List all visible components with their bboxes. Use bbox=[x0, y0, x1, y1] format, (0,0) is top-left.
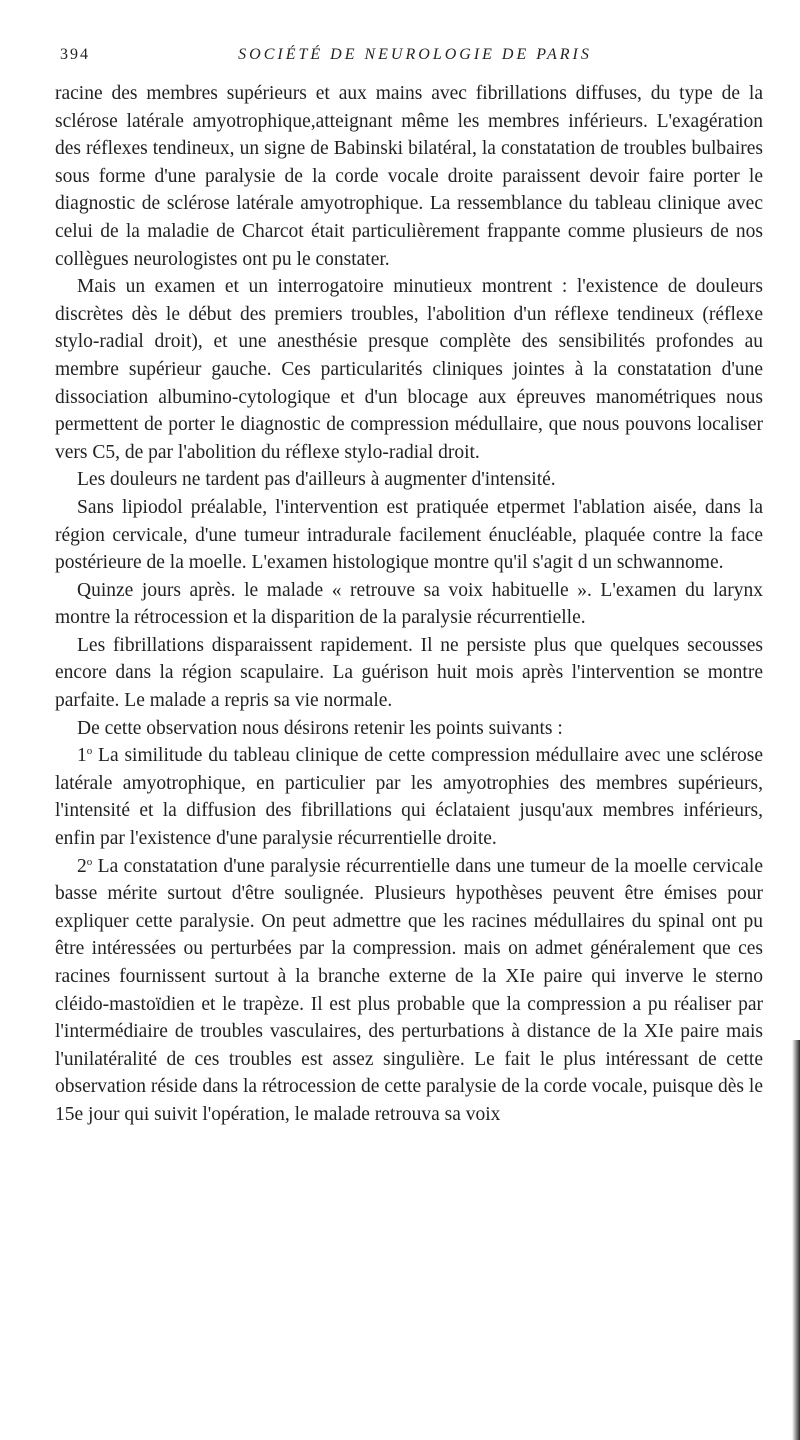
point-number: 2 bbox=[77, 855, 87, 877]
paragraph: Sans lipiodol préalable, l'intervention est pratiquée etpermet l'ablation aisée, dans la région cervicale, d'une tumeur intradurale facilement énucléable, plaquée contre la face postérieure de la moelle. L'examen histologique montre qu'il s'agit d un schwannome. bbox=[55, 496, 763, 574]
paragraph: De cette observation nous désirons retenir les points suivants : bbox=[77, 717, 563, 739]
scan-edge-shadow bbox=[792, 1040, 800, 1440]
body-text bbox=[55, 80, 763, 1129]
ordinal-mark: o bbox=[86, 855, 93, 868]
paragraph: Les douleurs ne tardent pas d'ailleurs à augmenter d'intensité. bbox=[77, 469, 556, 491]
ordinal-mark: o bbox=[86, 745, 93, 758]
numbered-paragraph bbox=[55, 742, 763, 852]
paragraph: Les fibrillations disparaissent rapidement. Il ne persiste plus que quelques secousses encore dans la région scapulaire. La guérison huit mois après l'intervention se montre parfaite. Le malade a repris sa vie normale. bbox=[55, 634, 763, 712]
point-text: La similitude du tableau clinique de cette compression médullaire avec une sclérose latérale amyotrophique, en particulier par les amyotrophies des membres supérieurs, l'intensité et la diffusion des fibrillations qui éclataient jusqu'aux membres inférieurs, enfin par l'existence d'une paralysie récurrentielle droite. bbox=[55, 745, 763, 850]
paragraph: Mais un examen et un interrogatoire minutieux montrent : l'existence de douleurs discrètes dès le début des premiers troubles, l'abolition d'un réflexe tendineux (réflexe stylo-radial droit), et une anesthésie presque complète des sensibilités profondes au membre supérieur gauche. Ces particularités cliniques jointes à la constatation d'une dissociation albumino-cytologique et d'un blocage aux épreuves manométriques nous permettent de porter le diagnostic de compression médullaire, que nous pouvons localiser vers C5, de par l'abolition du réflexe stylo-radial droit. bbox=[55, 276, 763, 463]
point-number: 1 bbox=[77, 745, 87, 767]
paragraph: Quinze jours après. le malade « retrouve sa voix habituelle ». L'examen du larynx montre la rétrocession et la disparition de la paralysie récurrentielle. bbox=[55, 579, 763, 629]
numbered-paragraph bbox=[55, 853, 763, 1129]
paragraph: racine des membres supérieurs et aux mains avec fibrillations diffuses, du type de la sclérose latérale amyotrophique,atteignant même les membres inférieurs. L'exagération des réflexes tendineux, un signe de Babinski bilatéral, la constatation de troubles bulbaires sous forme d'une paralysie de la corde vocale droite paraissent devoir faire porter le diagnostic de sclérose latérale amyotrophique. La ressemblance du tableau clinique avec celui de la maladie de Charcot était particulièrement frappante comme plusieurs de nos collègues neurologistes ont pu le constater. bbox=[55, 83, 763, 270]
page-header bbox=[60, 46, 750, 70]
page-number: 394 bbox=[60, 46, 90, 63]
point-text: La constatation d'une paralysie récurrentielle dans une tumeur de la moelle cervicale basse mérite surtout d'être soulignée. Plusieurs hypothèses peuvent être émises pour expliquer cette paralysie. On peut admettre que les racines médullaires du spinal ont pu être intéressées ou perturbées par la compression. mais on admet généralement que ces racines fournissent surtout à la branche externe de la XIe paire qui inverve le sterno cléido-mastoïdien et le trapèze. Il est plus probable que la compression a pu réaliser par l'intermédiaire de troubles vasculaires, des perturbations à distance de la XIe paire mais l'unilatéralité de ces troubles est assez singulière. Le fait le plus intéressant de cette observation réside dans la rétrocession de cette paralysie de la corde vocale, puisque dès le 15e jour qui suivit l'opération, le malade retrouva sa voix bbox=[55, 855, 763, 1125]
running-head: SOCIÉTÉ DE NEUROLOGIE DE PARIS bbox=[238, 46, 592, 63]
